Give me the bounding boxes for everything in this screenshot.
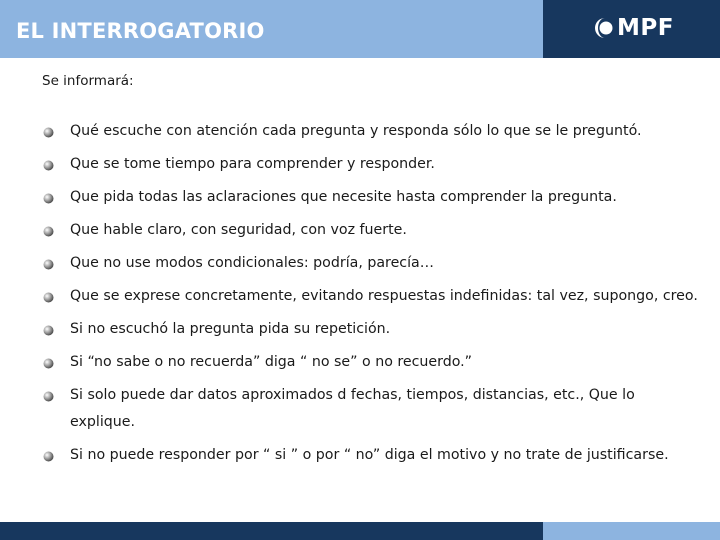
bullet-list — [43, 118, 703, 475]
bullet-icon — [43, 259, 54, 270]
bullet-icon — [43, 226, 54, 237]
header-bar — [0, 0, 720, 58]
bullet-icon — [43, 358, 54, 369]
footer-bar — [0, 522, 720, 540]
list-item — [43, 283, 703, 310]
list-item-text: Que se tome tiempo para comprender y responder. — [70, 156, 435, 172]
list-item-text: Que hable claro, con seguridad, con voz fuerte. — [70, 222, 407, 238]
bullet-icon — [43, 193, 54, 204]
list-item — [43, 250, 703, 277]
list-item — [43, 349, 703, 376]
bullet-icon — [43, 325, 54, 336]
list-item-text: Si “no sabe o no recuerda” diga “ no se” o no recuerdo.” — [70, 354, 473, 370]
slide-title: EL INTERROGATORIO — [16, 19, 265, 43]
mpf-logo — [592, 13, 674, 43]
list-item-text: Si no puede responder por “ si ” o por “ no” diga el motivo y no trate de justificarse. — [70, 447, 669, 463]
intro-text: Se informará: — [42, 73, 134, 89]
list-item — [43, 217, 703, 244]
list-item-text: Qué escuche con atención cada pregunta y responda sólo lo que se le preguntó. — [70, 123, 642, 139]
list-item-text: Si solo puede dar datos aproximados d fechas, tiempos, distancias, etc., Que lo explique. — [70, 387, 635, 430]
list-item-text: Si no escuchó la pregunta pida su repetición. — [70, 321, 391, 337]
list-item-text: Que no use modos condicionales: podría, parecía… — [70, 255, 434, 271]
list-item — [43, 442, 703, 469]
mpf-logo-icon — [592, 16, 614, 40]
list-item — [43, 316, 703, 343]
list-item — [43, 382, 703, 436]
list-item-text: Que se exprese concretamente, evitando respuestas indefinidas: tal vez, supongo, creo. — [70, 288, 698, 304]
bullet-icon — [43, 391, 54, 402]
bullet-icon — [43, 160, 54, 171]
list-item — [43, 184, 703, 211]
list-item-text: Que pida todas las aclaraciones que necesite hasta comprender la pregunta. — [70, 189, 617, 205]
list-item — [43, 151, 703, 178]
bullet-icon — [43, 292, 54, 303]
bullet-icon — [43, 451, 54, 462]
bullet-icon — [43, 127, 54, 138]
list-item — [43, 118, 703, 145]
footer-dark-band — [0, 522, 543, 540]
footer-light-band — [543, 522, 720, 540]
logo-text: MPF — [617, 15, 674, 41]
